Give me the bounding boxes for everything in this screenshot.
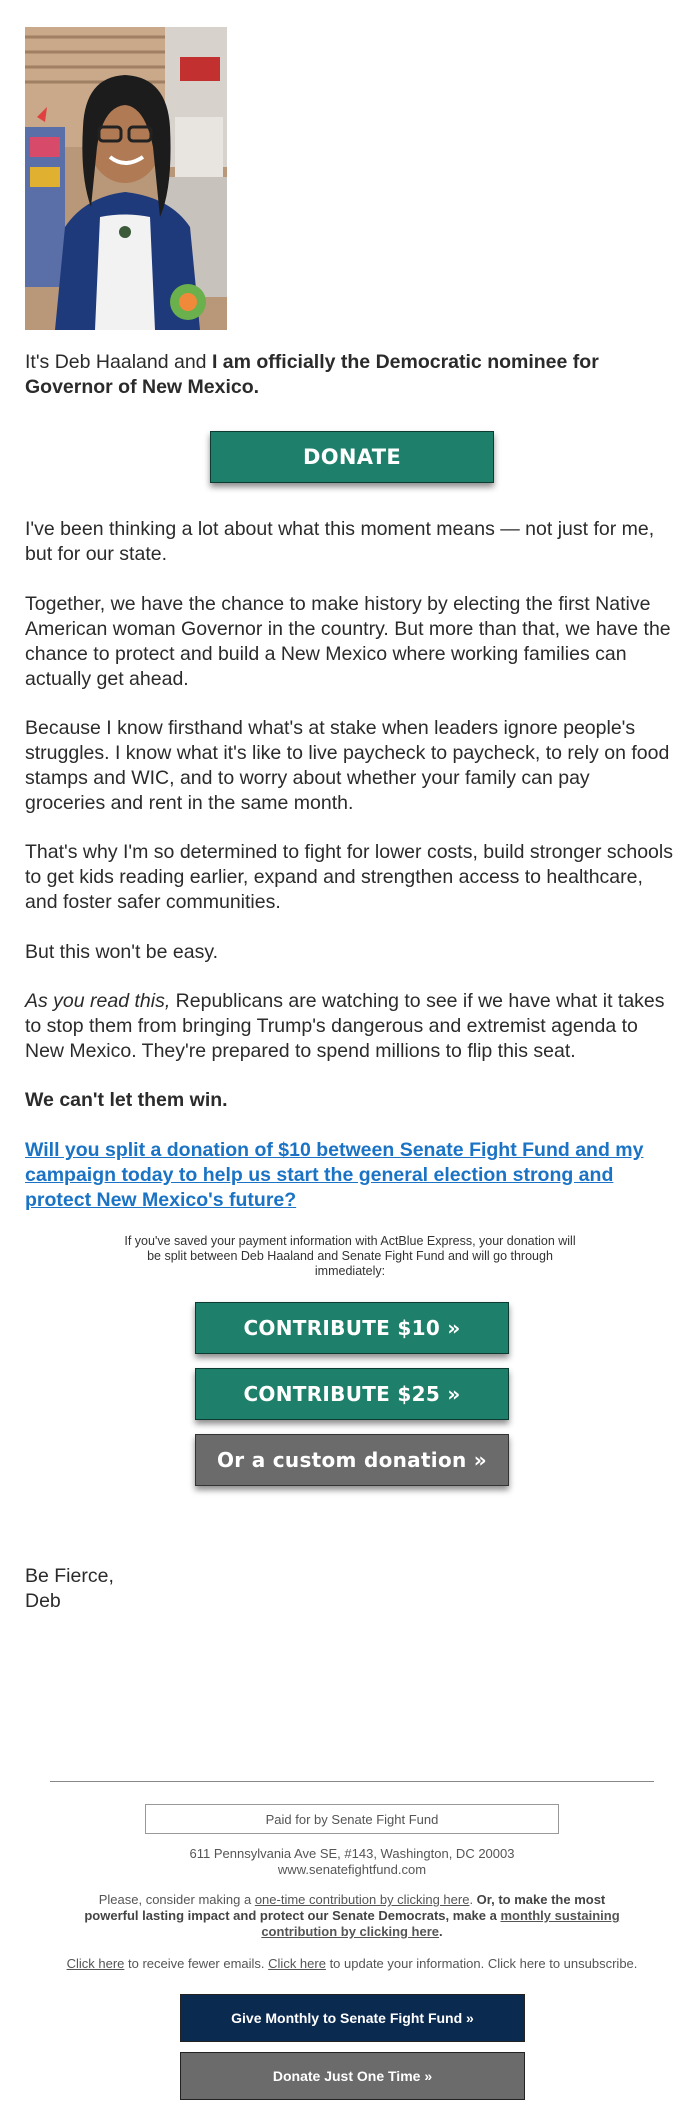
custom-donation-button[interactable]: Or a custom donation » <box>195 1434 509 1486</box>
footer-address-block <box>50 1846 654 1878</box>
intro-lead: It's Deb Haaland and <box>25 351 212 373</box>
paragraph-4: That's why I'm so determined to fight for lower costs, build stronger schools to get kids reading earlier, expand and strengthen access to healthcare, and foster safer communities. <box>25 841 673 913</box>
intro-bold: I am officially the Democratic nominee for Governor of New Mexico. <box>25 351 599 398</box>
paragraph-6 <box>25 989 675 1064</box>
footer-address: 611 Pennsylvania Ave SE, #143, Washington, DC 20003 <box>189 1846 515 1861</box>
paragraph-6-italic: As you read this, <box>25 990 171 1012</box>
one-time-link[interactable]: one-time contribution by clicking here <box>254 1892 470 1907</box>
footer-website: www.senatefightfund.com <box>277 1862 427 1877</box>
contribute-25-button[interactable]: CONTRIBUTE $25 » <box>195 1368 509 1420</box>
donate-one-time-button[interactable]: Donate Just One Time » <box>180 2052 525 2100</box>
signoff <box>25 1564 114 1614</box>
consider-text-b: . <box>469 1892 477 1907</box>
pref-text-1: to receive fewer emails. <box>124 1956 269 1971</box>
footer-preferences <box>50 1956 654 1972</box>
consider-text-a: Please, consider making a <box>98 1892 255 1907</box>
intro-paragraph <box>25 350 675 400</box>
paragraph-2: Together, we have the chance to make history by electing the first Native American woman Governor in the country. But more than that, we have the chance to protect and build a New Mexico where working families can actually get ahead. <box>25 593 671 690</box>
consider-bold-text: Or, to make the most powerful lasting impact and protect our Senate Democrats, make a <box>84 1892 606 1923</box>
footer-divider <box>50 1781 654 1782</box>
candidate-photo <box>25 27 227 330</box>
paragraph-7 <box>25 1088 675 1113</box>
paid-for-box: Paid for by Senate Fight Fund <box>145 1804 559 1834</box>
pref-text-2: to update your information. Click here to unsubscribe. <box>325 1956 638 1971</box>
consider-end: . <box>439 1924 443 1939</box>
footer-consider <box>70 1892 634 1940</box>
monthly-link[interactable]: monthly sustaining contribution by clicking here <box>261 1908 620 1939</box>
signoff-line1: Be Fierce, <box>25 1565 114 1587</box>
paragraph-3: Because I know firsthand what's at stake when leaders ignore people's struggles. I know what it's like to live paycheck to paycheck, to rely on food stamps and WIC, and to worry about whether your family can pay groceries and rent in the same month. <box>25 717 670 814</box>
actblue-note: If you've saved your payment information with ActBlue Express, your donation will be split between Deb Haaland and Senate Fight Fund and will go through immediately: <box>124 1234 576 1278</box>
paragraph-6-rest: Republicans are watching to see if we have what it takes to stop them from bringing Trump's dangerous and extremist agenda to New Mexico. They're prepared to spend millions to flip this seat. <box>25 990 665 1062</box>
split-donation-link[interactable]: Will you split a donation of $10 between Senate Fight Fund and my campaign today to help us start the general election strong and protect New Mexico's future? <box>25 1139 644 1211</box>
give-monthly-button[interactable]: Give Monthly to Senate Fight Fund » <box>180 1994 525 2042</box>
signoff-line2: Deb <box>25 1590 61 1612</box>
update-info-link[interactable]: Click here <box>268 1956 326 1971</box>
fewer-emails-link[interactable]: Click here <box>66 1956 125 1971</box>
donate-button[interactable]: DONATE <box>210 431 494 483</box>
candidate-photo-illustration <box>25 27 227 330</box>
paragraph-7-bold: We can't let them win. <box>25 1089 228 1111</box>
paragraph-1: I've been thinking a lot about what this moment means — not just for me, but for our state. <box>25 518 655 565</box>
contribute-10-button[interactable]: CONTRIBUTE $10 » <box>195 1302 509 1354</box>
paragraph-5: But this won't be easy. <box>25 941 219 963</box>
